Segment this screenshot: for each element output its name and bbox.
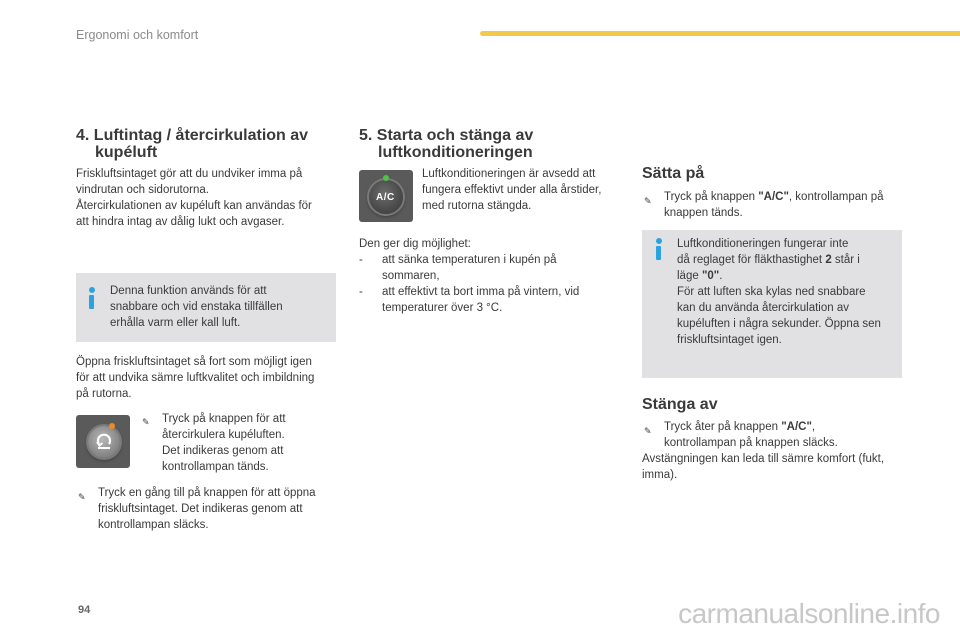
section-4-title-line1: 4. Luftintag / återcirkulation av	[76, 127, 309, 144]
bullet-line: Tryck en gång till på knappen för att öppna	[98, 487, 316, 499]
turn-on-title: Sätta på	[642, 165, 705, 182]
info-icon	[655, 238, 663, 260]
ac-info-box: Luftkonditioneringen fungerar inte då reglaget för fläkthastighet 2 står i läge "0". För att luften ska kylas ned snabbare kan du använda återcirkulation av kupéluften i några sekunder. Öppna sen friskluftsintaget igen.	[642, 230, 902, 378]
turn-off-bullet: Tryck åter på knappen "A/C", kontrollampan på knappen släcks.	[664, 421, 838, 449]
ac-intro	[422, 166, 622, 214]
section-4-intro	[76, 166, 338, 230]
info-line: erhålla varm eller kall luft.	[110, 317, 241, 329]
section-4-title	[76, 127, 336, 161]
intro-line: med rutorna stängda.	[422, 200, 532, 212]
bullet-line: friskluftsintaget. Det indikeras genom att	[98, 503, 303, 515]
intro-line: Luftkonditioneringen är avsedd att	[422, 168, 596, 180]
recirculation-icon	[88, 426, 120, 458]
bullet-marker: ✎	[644, 426, 652, 436]
bullet-line: återcirkulera kupéluften.	[162, 429, 285, 441]
possibility-item: - att sänka temperaturen i kupén på sommaren,	[359, 254, 557, 282]
recirculation-bullet	[162, 411, 342, 475]
bullet-line: kontrollampan tänds.	[162, 461, 269, 473]
intro-line: vindrutan och sidorutorna.	[76, 184, 209, 196]
section-5-title-line1: 5. Starta och stänga av	[359, 127, 534, 144]
section-4-title-line2: kupéluft	[95, 144, 158, 161]
ac-button-label: A/C	[376, 192, 395, 203]
turn-on-bullet: Tryck på knappen "A/C", kontrollampan på knappen tänds.	[664, 191, 884, 219]
possibility-item: - att effektivt ta bort imma på vintern, vid temperaturer över 3 °C.	[359, 286, 580, 314]
section-5-title	[359, 127, 619, 161]
accent-bar	[480, 31, 960, 36]
recirculation-knob	[88, 426, 120, 458]
bullet-line: Det indikeras genom att	[162, 445, 284, 457]
recirculation-button-image	[76, 415, 130, 468]
recirculation-info-box	[76, 273, 336, 342]
intro-line: att hindra intag av dålig lukt och avgaser.	[76, 216, 285, 228]
bullet-marker: ✎	[142, 417, 150, 427]
turn-off-title: Stänga av	[642, 396, 718, 413]
bullet-marker: ✎	[644, 196, 652, 206]
info-line: snabbare och vid enstaka tillfällen	[110, 301, 283, 313]
bullet-marker: ✎	[78, 492, 86, 502]
open-fresh-air-advice	[76, 354, 346, 402]
info-line: Denna funktion används för att	[110, 285, 267, 297]
advice-line: för att undvika sämre luftkvalitet och imbildning	[76, 372, 315, 384]
recirculation-led	[109, 423, 115, 429]
info-icon	[88, 287, 96, 309]
possibilities-title: Den ger dig möjlighet:	[359, 238, 471, 250]
section-header: Ergonomi och komfort	[76, 28, 199, 42]
watermark: carmanualsonline.info	[678, 598, 940, 629]
fresh-air-bullet	[98, 485, 348, 533]
ac-button-image	[359, 170, 413, 222]
intro-line: Återcirkulationen av kupéluft kan användas för	[76, 200, 312, 212]
page-number: 94	[78, 604, 91, 616]
advice-line: Öppna friskluftsintaget så fort som möjligt igen	[76, 356, 312, 368]
bullet-line: Tryck på knappen för att	[162, 413, 286, 425]
ac-led	[383, 175, 389, 181]
section-5-title-line2: luftkonditioneringen	[378, 144, 533, 161]
bullet-line: kontrollampan släcks.	[98, 519, 209, 531]
advice-line: på rutorna.	[76, 388, 132, 400]
ac-possibilities	[359, 236, 629, 316]
ac-knob	[369, 180, 403, 214]
turn-off-note: Avstängningen kan leda till sämre komfort (fukt, imma).	[642, 453, 885, 481]
intro-line: fungera effektivt under alla årstider,	[422, 184, 602, 196]
intro-line: Friskluftsintaget gör att du undviker imma på	[76, 168, 303, 180]
